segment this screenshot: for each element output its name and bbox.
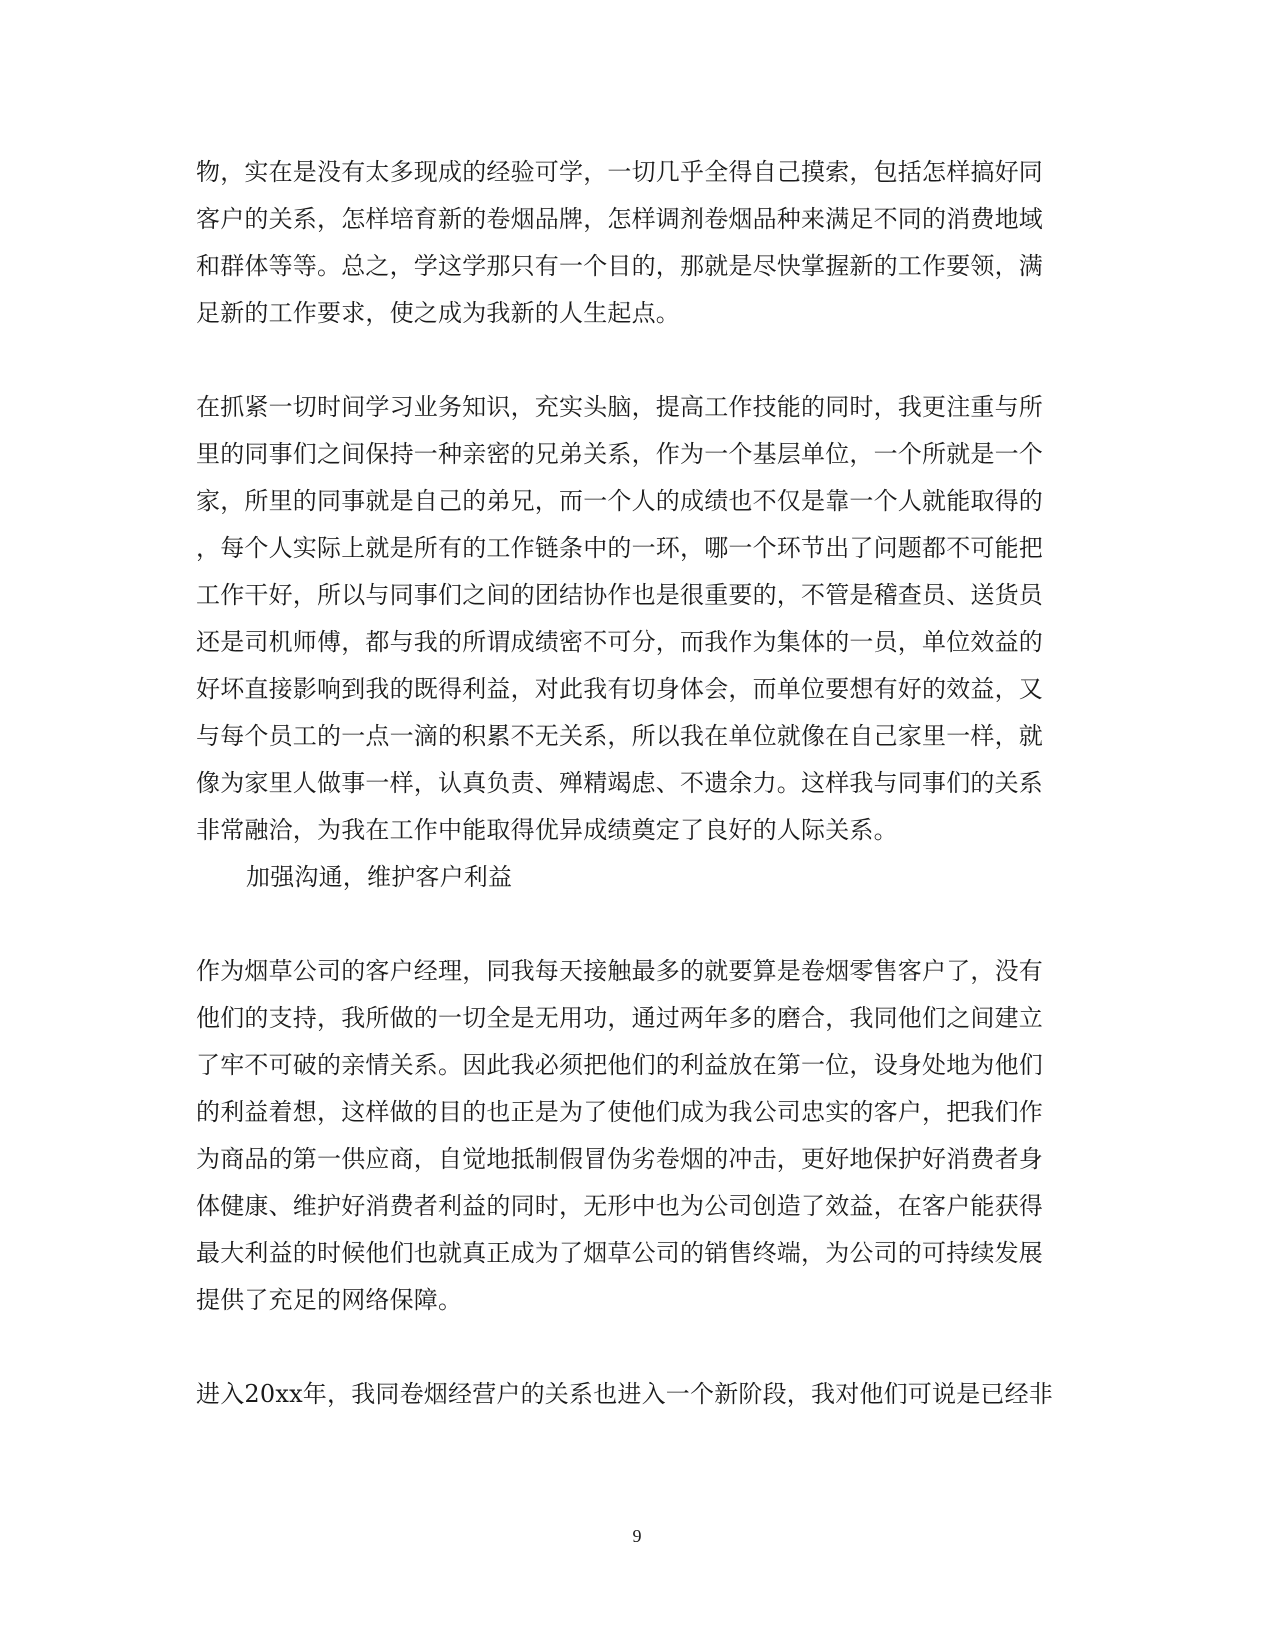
page-number: 9 bbox=[632, 1526, 642, 1546]
paragraph-1-line-2: 客户的关系，怎样培育新的卷烟品牌，怎样调剂卷烟品种来满足不同的消费地域 bbox=[196, 205, 1043, 233]
section-heading: 加强沟通，维护客户利益 bbox=[246, 863, 513, 891]
paragraph-2-line-6: 还是司机师傅，都与我的所谓成绩密不可分，而我作为集体的一员，单位效益的 bbox=[196, 628, 1043, 656]
paragraph-2-line-5: 工作干好，所以与同事们之间的团结协作也是很重要的，不管是稽查员、送货员 bbox=[196, 581, 1043, 609]
paragraph-3-line-8: 提供了充足的网络保障。 bbox=[196, 1286, 463, 1314]
paragraph-1-line-1: 物，实在是没有太多现成的经验可学，一切几乎全得自己摸索，包括怎样搞好同 bbox=[196, 158, 1043, 186]
paragraph-2-line-1: 在抓紧一切时间学习业务知识，充实头脑，提高工作技能的同时，我更注重与所 bbox=[196, 393, 1043, 421]
paragraph-3-line-3: 了牢不可破的亲情关系。因此我必须把他们的利益放在第一位，设身处地为他们 bbox=[196, 1051, 1043, 1079]
paragraph-3-line-2: 他们的支持，我所做的一切全是无用功，通过两年多的磨合，我同他们之间建立 bbox=[196, 1004, 1043, 1032]
paragraph-2-line-8: 与每个员工的一点一滴的积累不无关系，所以我在单位就像在自己家里一样，就 bbox=[196, 722, 1043, 750]
paragraph-3-line-1: 作为烟草公司的客户经理，同我每天接触最多的就要算是卷烟零售客户了，没有 bbox=[196, 957, 1043, 985]
paragraph-3-line-4: 的利益着想，这样做的目的也正是为了使他们成为我公司忠实的客户，把我们作 bbox=[196, 1098, 1043, 1126]
paragraph-2-line-9: 像为家里人做事一样，认真负责、殚精竭虑、不遗余力。这样我与同事们的关系 bbox=[196, 769, 1043, 797]
paragraph-4-line-1: 进入20xx年，我同卷烟经营户的关系也进入一个新阶段，我对他们可说是已经非 bbox=[196, 1380, 1054, 1408]
paragraph-3-line-6: 体健康、维护好消费者利益的同时，无形中也为公司创造了效益，在客户能获得 bbox=[196, 1192, 1043, 1220]
paragraph-1-line-3: 和群体等等。总之，学这学那只有一个目的，那就是尽快掌握新的工作要领，满 bbox=[196, 252, 1043, 280]
paragraph-3-line-5: 为商品的第一供应商，自觉地抵制假冒伪劣卷烟的冲击，更好地保护好消费者身 bbox=[196, 1145, 1043, 1173]
paragraph-1-line-4: 足新的工作要求，使之成为我新的人生起点。 bbox=[196, 299, 680, 327]
paragraph-2-line-10: 非常融洽，为我在工作中能取得优异成绩奠定了良好的人际关系。 bbox=[196, 816, 898, 844]
paragraph-2-line-3: 家，所里的同事就是自己的弟兄，而一个人的成绩也不仅是靠一个人就能取得的 bbox=[196, 487, 1043, 515]
paragraph-2-line-4: ，每个人实际上就是所有的工作链条中的一环，哪一个环节出了问题都不可能把 bbox=[196, 534, 1043, 562]
paragraph-2-line-7: 好坏直接影响到我的既得利益，对此我有切身体会，而单位要想有好的效益，又 bbox=[196, 675, 1043, 703]
paragraph-2-line-2: 里的同事们之间保持一种亲密的兄弟关系，作为一个基层单位，一个所就是一个 bbox=[196, 440, 1043, 468]
paragraph-3-line-7: 最大利益的时候他们也就真正成为了烟草公司的销售终端，为公司的可持续发展 bbox=[196, 1239, 1043, 1267]
